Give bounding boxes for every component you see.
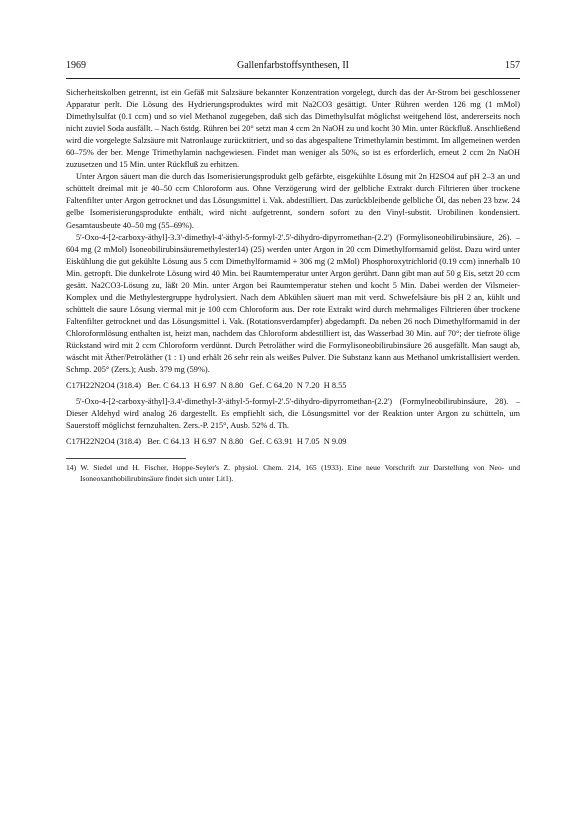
elemental-analysis-26: C17H22N2O4 (318.4) Ber. C 64.13 H 6.97 N 8.80 Gef. C 64.20 N 7.20 H 8.55	[66, 381, 347, 391]
footnote-rule	[66, 458, 186, 459]
paragraph-procedure-continued: Sicherheitskolben getrennt, ist ein Gefäß mit Salzsäure bekannter Konzentration vorgelegt, durch das der Ar-Strom bei geschlossener Apparatur perlt. Die Lösung des Hydrierungsproduktes wird mit Na2CO3 gesättigt. Unter Rühren werden 126 mg (1 mMol) Dimethylsulfat (0.1 ccm) und so viel Methanol zugegeben, daß sich das Dimethylsulfat möglichst weitgehend löst, andererseits noch nicht zuviel Soda ausfällt. – Nach 6stdg. Rühren bei 20° setzt man 4 ccm 2n NaOH zu und kocht 30 Min. unter Rückfluß. Anschließend wird die vorgelegte Salzsäure mit Natronlauge zurücktitriert, und so das abgespaltene Trimethylamin bestimmt. Im allgemeinen werden 60–75% der ber. Menge Trimethylamin nachgewiesen. Findet man weniger als 50%, so ist es erforderlich, erneut 2 ccm 2n NaOH zuzusetzen und 15 Min. unter Rückfluß zu erhitzen.	[66, 88, 520, 170]
journal-page	[66, 60, 520, 484]
elemental-analysis-28: C17H22N2O4 (318.4) Ber. C 64.13 H 6.97 N 8.80 Gef. C 63.91 H 7.05 N 9.09	[66, 437, 347, 447]
paragraph-compound-26: 5'-Oxo-4-[2-carboxy-äthyl]-3.3'-dimethyl-4'-äthyl-5-formyl-2'.5'-dihydro-dipyrromethan-(2.2') (Formylisoneobilirubinsäure, 26). – 604 mg (2 mMol) Isoneobilirubinsäuremethylester14) (25) werden unter Argon in 20 ccm Dimethylformamid gelöst. Dazu wird unter Eiskühlung die gut gekühlte Lösung aus 5 ccm Dimethylformamid + 306 mg (2 mMol) Phosphoroxytrichlorid (0.19 ccm) innerhalb 10 Min. getropft. Die dunkelrote Lösung wird 40 Min. bei Raumtemperatur unter Argon gerührt. Dann gibt man auf 50 g Eis, setzt 20 ccm gesätt. Na2CO3-Lösung zu, läßt 20 Min. unter Argon bei Raumtemperatur stehen und kocht 5 Min. Dabei werden der Vilsmeier-Komplex und die Methylestergruppe hydrolysiert. Nach dem Abkühlen säuert man mit verd. Schwefelsäure bis pH 2 an, kühlt und schüttelt die saure Lösung viermal mit je 100 ccm Chloroform aus. Der rote Extrakt wird durch mehrmaliges Filtrieren über trockene Faltenfilter getrocknet und das Lösungsmittel i. Vak. (Rotationsverdampfer) abgedampft. Da neben 26 noch Dimethylformamid in der Chloroformlösung enthalten ist, heizt man, nachdem das Chloroform abdestilliert ist, das Wasserbad 30 Min. auf 70°; der tiefrote ölige Rückstand wird mit 2 ccm Chloroform verdünnt. Durch Petroläther wird die Formylisoneobilirubinsäure 26 ausgefällt. Man saugt ab, wäscht mit Äther/Petroläther (1 : 1) und erhält 26 sehr rein als weißes Pulver. Die Substanz kann aus Methanol umkristallisiert werden. Schmp. 205° (Zers.); Ausb. 379 mg (59%).	[66, 232, 520, 375]
page-number: 157	[505, 60, 520, 71]
header-year: 1969	[66, 60, 86, 71]
paragraph-compound-28: 5'-Oxo-4-[2-carboxy-äthyl]-3.4'-dimethyl-3'-äthyl-5-formyl-2'.5'-dihydro-dipyrromethan-(2.2') (Formylneobilirubinsäure, 28). – Dieser Aldehyd wird analog 26 dargestellt. Es empfiehlt sich, die Lösungsmittel vor der Reaktion unter Argon zu schütteln, um Sauerstoff möglichst fernzuhalten. Zers.-P. 215°, Ausb. 52% d. Th.	[66, 397, 520, 431]
header-rule	[66, 78, 520, 79]
running-header	[66, 60, 520, 76]
paragraph-workup: Unter Argon säuert man die durch das Isomerisierungsprodukt gelb gefärbte, eisgekühlte Lösung mit 2n H2SO4 auf pH 2–3 an und schüttelt dreimal mit je 40–50 ccm Chloroform aus. Ohne Verzögerung wird der gelbliche Extrakt durch Filtrieren über trockene Faltenfilter unter Argon getrocknet und das Lösungsmittel i. Vak. abdestilliert. Das zurückbleibende gelbliche Öl, das neben 23 bzw. 24 gelbe Isomerisierungsprodukte enthält, wird nicht aufgetrennt, sondern sofort zu den Vinyl-substit. Urobilinen kondensiert. Gesamtausbeute 40–50 mg (55–69%).	[66, 172, 520, 230]
footnote-14: 14) W. Siedel und H. Fischer, Hoppe-Seyler's Z. physiol. Chem. 214, 165 (1933). Eine neue Vorschrift zur Darstellung von Neo- und Isoneoxanthobilirubinsäure findet sich unter Lit1).	[66, 463, 520, 483]
header-title: Gallenfarbstoffsynthesen, II	[236, 60, 349, 71]
